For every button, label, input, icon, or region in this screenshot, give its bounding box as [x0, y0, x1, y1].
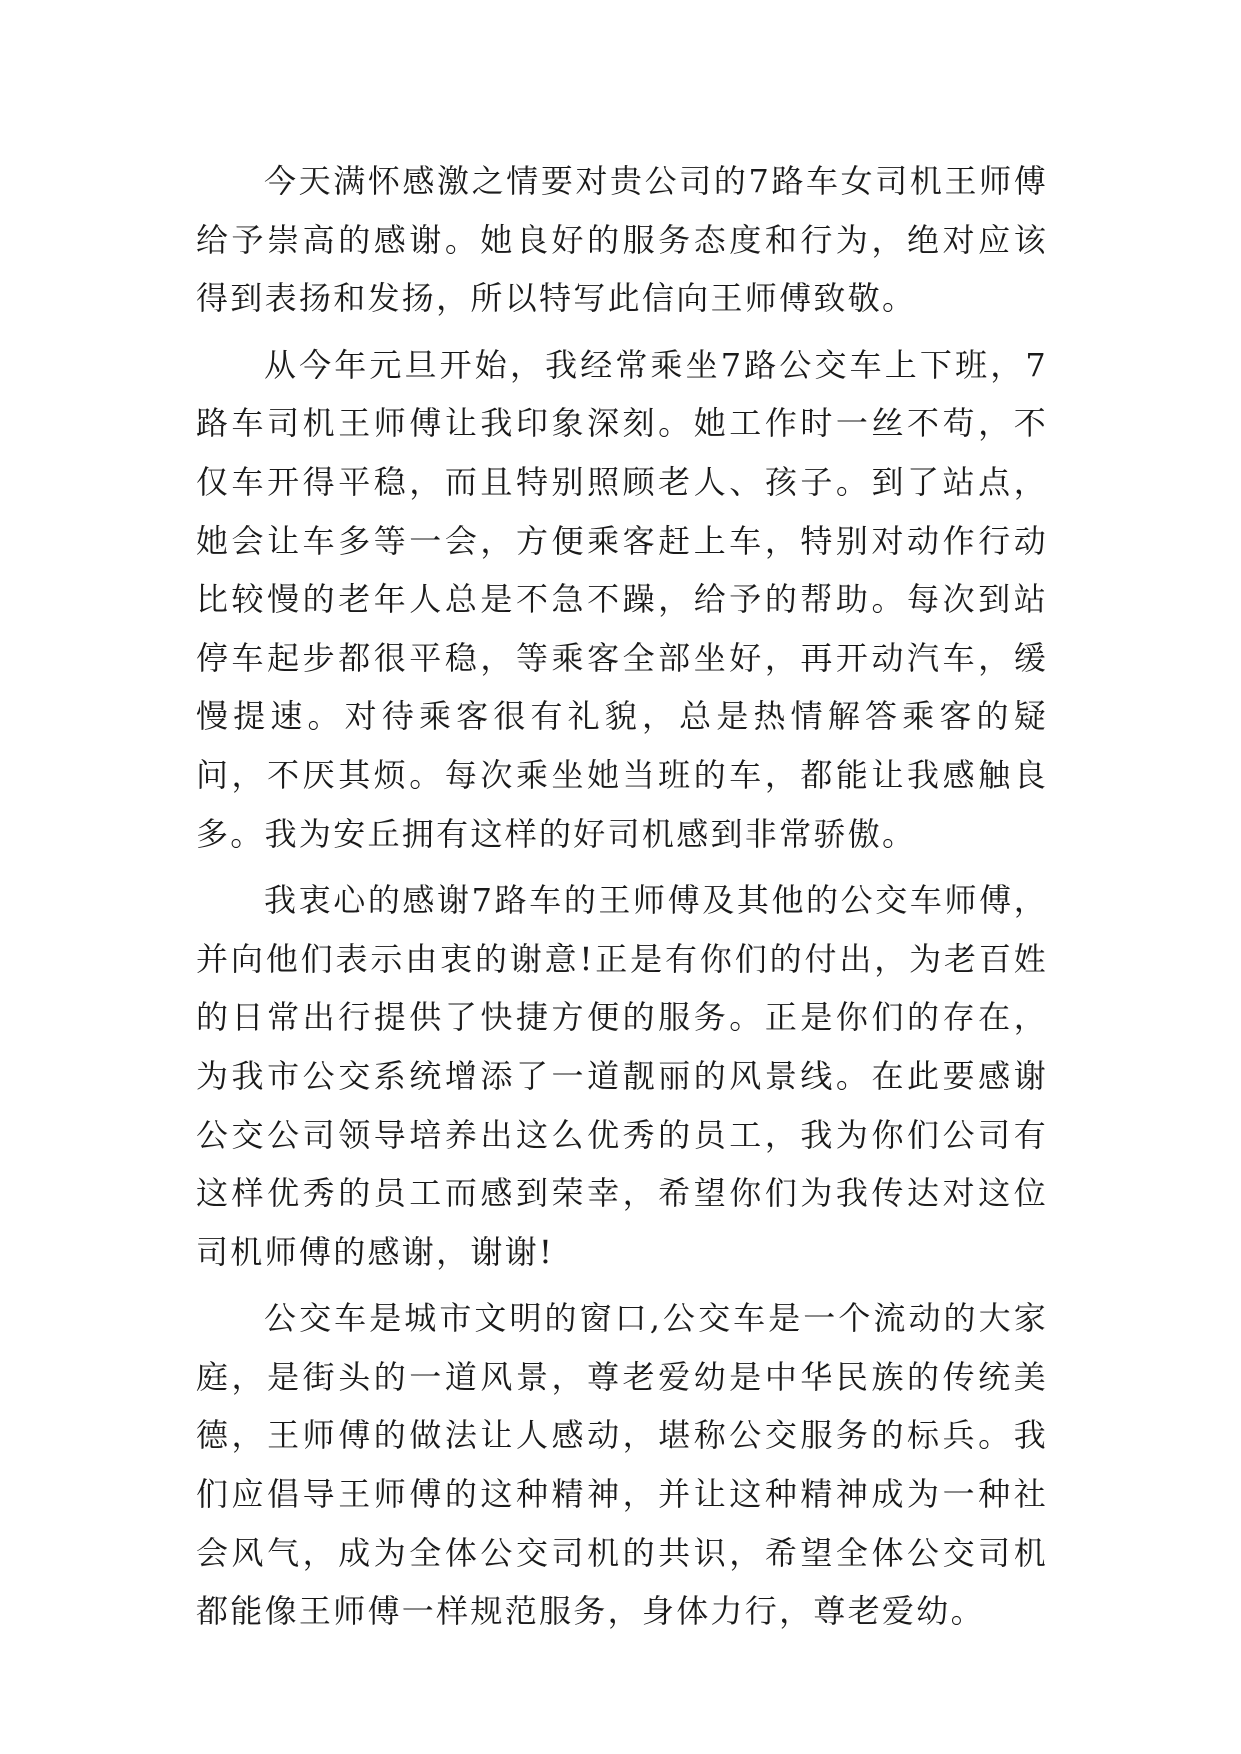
paragraph-1: 今天满怀感激之情要对贵公司的7路车女司机王师傅给予崇高的感谢。她良好的服务态度和行为，绝对应该得到表扬和发扬，所以特写此信向王师傅致敬。: [196, 162, 1048, 318]
paragraph-2: 从今年元旦开始，我经常乘坐7路公交车上下班，7路车司机王师傅让我印象深刻。她工作时一丝不苟，不仅车开得平稳，而且特别照顾老人、孩子。到了站点，她会让车多等一会，方便乘客赶上车，特别对动作行动比较慢的老年人总是不急不躁，给予的帮助。每次到站停车起步都很平稳，等乘客全部坐好，再开动汽车，缓慢提速。对待乘客很有礼貌，总是热情解答乘客的疑问，不厌其烦。每次乘坐她当班的车，都能让我感触良多。我为安丘拥有这样的好司机感到非常骄傲。: [196, 345, 1048, 853]
paragraph-3: 我衷心的感谢7路车的王师傅及其他的公交车师傅，并向他们表示由衷的谢意!正是有你们的付出，为老百姓的日常出行提供了快捷方便的服务。正是你们的存在，为我市公交系统增添了一道靓丽的风景线。在此要感谢公交公司领导培养出这么优秀的员工，我为你们公司有这样优秀的员工而感到荣幸，希望你们为我传达对这位司机师傅的感谢，谢谢!: [196, 881, 1048, 1271]
paragraph-4: 公交车是城市文明的窗口,公交车是一个流动的大家庭，是街头的一道风景，尊老爱幼是中华民族的传统美德，王师傅的做法让人感动，堪称公交服务的标兵。我们应倡导王师傅的这种精神，并让这种精神成为一种社会风气，成为全体公交司机的共识，希望全体公交司机都能像王师傅一样规范服务，身体力行，尊老爱幼。: [196, 1299, 1048, 1631]
letter-body: [196, 152, 1048, 1649]
